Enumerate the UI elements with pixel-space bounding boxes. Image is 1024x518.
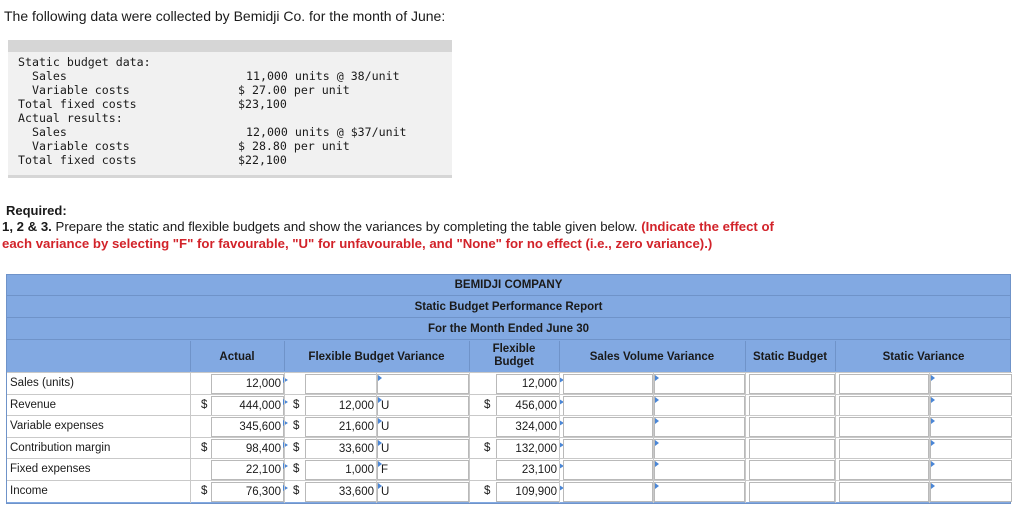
required-heading: Required: (6, 203, 67, 218)
flex-variance-effect-select[interactable] (377, 396, 469, 416)
sales-volume-variance-input[interactable] (563, 396, 653, 416)
col-actual: Actual (219, 351, 255, 363)
flex-budget-input[interactable] (496, 417, 560, 437)
col-flexible-budget-variance: Flexible Budget Variance (308, 351, 445, 363)
sales-volume-effect-select[interactable] (654, 439, 745, 459)
flex-budget-value: 324,000 (515, 421, 557, 434)
static-variance-input[interactable] (839, 374, 929, 394)
table-row (7, 372, 1012, 394)
performance-report-table (6, 274, 1011, 504)
sales-volume-variance-cell (559, 373, 653, 395)
actual-cell (190, 481, 284, 503)
actual-input[interactable] (211, 460, 284, 480)
sales-volume-variance-cell (559, 438, 653, 460)
flex-budget-cell (469, 373, 559, 395)
flex-budget-input[interactable] (496, 396, 560, 416)
col-static-budget: Static Budget (752, 351, 828, 363)
row-label: Variable expenses (10, 420, 104, 433)
flex-budget-value: 132,000 (515, 442, 557, 455)
sales-volume-effect-cell (653, 438, 745, 460)
sales-volume-effect-select[interactable] (654, 417, 745, 437)
actual-input[interactable] (211, 396, 284, 416)
flex-budget-input[interactable] (496, 482, 560, 502)
row-label: Revenue (10, 398, 57, 411)
code-label: Actual results: (18, 111, 123, 125)
required-text: Prepare the static and flexible budgets and show the variances by completing the table given below. (51, 219, 638, 234)
actual-value: 12,000 (245, 378, 281, 390)
actual-cell (190, 438, 284, 460)
actual-value: 76,300 (245, 486, 281, 498)
flex-budget-cell (469, 395, 559, 417)
flex-variance-effect-cell (376, 416, 469, 438)
actual-cell (190, 373, 284, 395)
col-flexible-budget (469, 343, 559, 369)
code-value: $22,100 (238, 153, 287, 167)
static-budget-input[interactable] (749, 482, 835, 502)
static-variance-effect-select[interactable] (930, 439, 1012, 459)
row-label: Fixed expenses (10, 463, 91, 476)
flex-variance-value: 33,600 (338, 442, 374, 455)
instruction-part-2: each variance by selecting "F" for favourable, "U" for unfavourable, and "None" for no effect (i.e., zero variance).) (2, 236, 713, 251)
required-number: 1, 2 & 3. (2, 219, 52, 234)
col-flexible-budget-line2: Budget (494, 356, 534, 368)
flex-variance-effect-select[interactable] (377, 482, 469, 502)
actual-value: 98,400 (245, 442, 281, 455)
flex-variance-dollar-sign: $ (293, 441, 300, 454)
flex-budget-value: 12,000 (521, 378, 557, 390)
flex-budget-dollar-sign: $ (484, 398, 491, 411)
code-value: 11,000 units @ 38/unit (246, 69, 400, 83)
flex-variance-dollar-sign: $ (293, 485, 300, 497)
col-static-variance: Static Variance (882, 351, 965, 363)
flex-variance-input[interactable] (305, 460, 377, 480)
flex-budget-value: 109,900 (515, 486, 557, 498)
sales-volume-variance-input[interactable] (563, 482, 653, 502)
sales-volume-variance-input[interactable] (563, 439, 653, 459)
required-line-2 (2, 236, 712, 251)
actual-dollar-sign: $ (201, 485, 208, 497)
row-label: Contribution margin (10, 441, 111, 454)
code-label: Variable costs (18, 83, 130, 97)
flex-variance-effect-cell (376, 459, 469, 481)
table-row (7, 415, 1012, 437)
flex-variance-value: 33,600 (338, 486, 374, 498)
sales-volume-variance-cell (559, 459, 653, 481)
instruction-part-1: (Indicate the effect of (641, 219, 774, 234)
flex-variance-effect-cell (376, 373, 469, 395)
flex-budget-value: 456,000 (515, 399, 557, 412)
sales-volume-variance-input[interactable] (563, 460, 653, 480)
flex-variance-effect: U (381, 442, 390, 455)
sales-volume-effect-cell (653, 416, 745, 438)
report-title: Static Budget Performance Report (7, 297, 1010, 318)
flex-budget-input[interactable] (496, 439, 560, 459)
flex-variance-dollar-sign: $ (293, 420, 300, 433)
actual-value: 345,600 (239, 421, 281, 434)
actual-cell (190, 459, 284, 481)
flex-budget-input[interactable] (496, 374, 560, 394)
flex-variance-effect-cell (376, 395, 469, 417)
static-variance-effect-select[interactable] (930, 482, 1012, 502)
static-budget-input[interactable] (749, 460, 835, 480)
actual-cell (190, 395, 284, 417)
code-label: Total fixed costs (18, 97, 137, 111)
static-budget-cell (745, 395, 835, 417)
static-variance-effect-cell (929, 373, 1012, 395)
row-label: Income (10, 485, 48, 497)
sales-volume-effect-cell (653, 481, 745, 503)
static-budget-input[interactable] (749, 417, 835, 437)
code-label: Sales (18, 125, 67, 139)
flex-budget-cell (469, 416, 559, 438)
static-budget-input[interactable] (749, 396, 835, 416)
flex-variance-effect: U (381, 486, 390, 498)
flex-budget-dollar-sign: $ (484, 485, 491, 497)
sales-volume-variance-cell (559, 416, 653, 438)
flex-variance-input[interactable] (305, 439, 377, 459)
flex-variance-effect-select[interactable] (377, 439, 469, 459)
report-period: For the Month Ended June 30 (7, 319, 1010, 340)
static-variance-effect-select[interactable] (930, 374, 1012, 394)
actual-input[interactable] (211, 417, 284, 437)
static-variance-effect-cell (929, 416, 1012, 438)
flex-variance-dollar-sign: $ (293, 463, 300, 476)
sales-volume-effect-select[interactable] (654, 482, 745, 502)
sales-volume-variance-input[interactable] (563, 417, 653, 437)
flex-variance-value: 12,000 (338, 399, 374, 412)
static-variance-input[interactable] (839, 396, 929, 416)
flex-variance-cell (284, 459, 376, 481)
flex-budget-input[interactable] (496, 460, 560, 480)
flex-variance-value: 21,600 (338, 421, 374, 434)
code-label: Total fixed costs (18, 153, 137, 167)
sales-volume-variance-cell (559, 395, 653, 417)
sales-volume-effect-cell (653, 459, 745, 481)
flex-variance-input[interactable] (305, 374, 377, 394)
flex-variance-cell (284, 373, 376, 395)
code-label: Static budget data: (18, 55, 151, 69)
static-variance-input[interactable] (839, 460, 929, 480)
flex-variance-input[interactable] (305, 396, 377, 416)
static-variance-effect-select[interactable] (930, 417, 1012, 437)
table-row (7, 458, 1012, 480)
sales-volume-variance-input[interactable] (563, 374, 653, 394)
flex-budget-dollar-sign: $ (484, 441, 491, 454)
static-budget-cell (745, 459, 835, 481)
flex-variance-cell (284, 438, 376, 460)
sales-volume-effect-select[interactable] (654, 396, 745, 416)
flex-variance-effect-select[interactable] (377, 417, 469, 437)
sales-volume-variance-cell (559, 481, 653, 503)
flex-budget-value: 23,100 (521, 464, 557, 477)
flex-variance-input[interactable] (305, 482, 377, 502)
static-variance-cell (835, 395, 929, 417)
code-label: Sales (18, 69, 67, 83)
static-variance-input[interactable] (839, 417, 929, 437)
sales-volume-effect-select[interactable] (654, 460, 745, 480)
static-budget-input[interactable] (749, 374, 835, 394)
static-variance-effect-select[interactable] (930, 460, 1012, 480)
flex-variance-effect: U (381, 399, 390, 412)
static-budget-input[interactable] (749, 439, 835, 459)
actual-cell (190, 416, 284, 438)
problem-data-box (8, 40, 452, 178)
actual-input[interactable] (211, 482, 284, 502)
table-row (7, 394, 1012, 416)
flex-variance-cell (284, 416, 376, 438)
sales-volume-effect-cell (653, 373, 745, 395)
code-value: $ 27.00 per unit (238, 83, 350, 97)
flex-variance-effect-select[interactable] (377, 460, 469, 480)
static-variance-effect-cell (929, 438, 1012, 460)
flex-variance-cell (284, 481, 376, 503)
static-variance-cell (835, 373, 929, 395)
flex-variance-cell (284, 395, 376, 417)
static-budget-cell (745, 481, 835, 503)
code-value: $23,100 (238, 97, 287, 111)
col-flexible-budget-line1: Flexible (492, 343, 536, 355)
static-variance-effect-cell (929, 481, 1012, 503)
required-line-1 (2, 219, 774, 234)
actual-dollar-sign: $ (201, 441, 208, 454)
flex-variance-effect: F (381, 464, 389, 477)
sales-volume-effect-cell (653, 395, 745, 417)
actual-dollar-sign: $ (201, 398, 208, 411)
flex-variance-effect-select[interactable] (377, 374, 469, 394)
flex-variance-value: 1,000 (345, 464, 374, 477)
code-value: 12,000 units @ $37/unit (246, 125, 407, 139)
static-variance-cell (835, 438, 929, 460)
code-label: Variable costs (18, 139, 130, 153)
table-row (7, 437, 1012, 459)
static-budget-cell (745, 373, 835, 395)
flex-budget-cell (469, 438, 559, 460)
actual-input[interactable] (211, 439, 284, 459)
flex-variance-dollar-sign: $ (293, 398, 300, 411)
code-value: $ 28.80 per unit (238, 139, 350, 153)
static-variance-input[interactable] (839, 482, 929, 502)
flex-variance-effect: U (381, 421, 390, 434)
flex-budget-cell (469, 459, 559, 481)
actual-value: 22,100 (245, 464, 281, 477)
actual-input[interactable] (211, 374, 284, 394)
table-row (7, 480, 1012, 502)
static-variance-input[interactable] (839, 439, 929, 459)
flex-variance-effect-cell (376, 438, 469, 460)
flex-variance-effect-cell (376, 481, 469, 503)
col-sales-volume-variance: Sales Volume Variance (589, 351, 715, 363)
static-budget-cell (745, 438, 835, 460)
sales-volume-effect-select[interactable] (654, 374, 745, 394)
flex-budget-cell (469, 481, 559, 503)
static-variance-effect-select[interactable] (930, 396, 1012, 416)
row-label: Sales (units) (10, 377, 74, 389)
static-budget-cell (745, 416, 835, 438)
static-variance-effect-cell (929, 395, 1012, 417)
static-variance-cell (835, 459, 929, 481)
static-variance-effect-cell (929, 459, 1012, 481)
flex-variance-input[interactable] (305, 417, 377, 437)
actual-value: 444,000 (239, 399, 281, 412)
intro-text: The following data were collected by Bemidji Co. for the month of June: (4, 8, 446, 24)
company-name: BEMIDJI COMPANY (7, 275, 1010, 296)
static-variance-cell (835, 481, 929, 503)
static-variance-cell (835, 416, 929, 438)
